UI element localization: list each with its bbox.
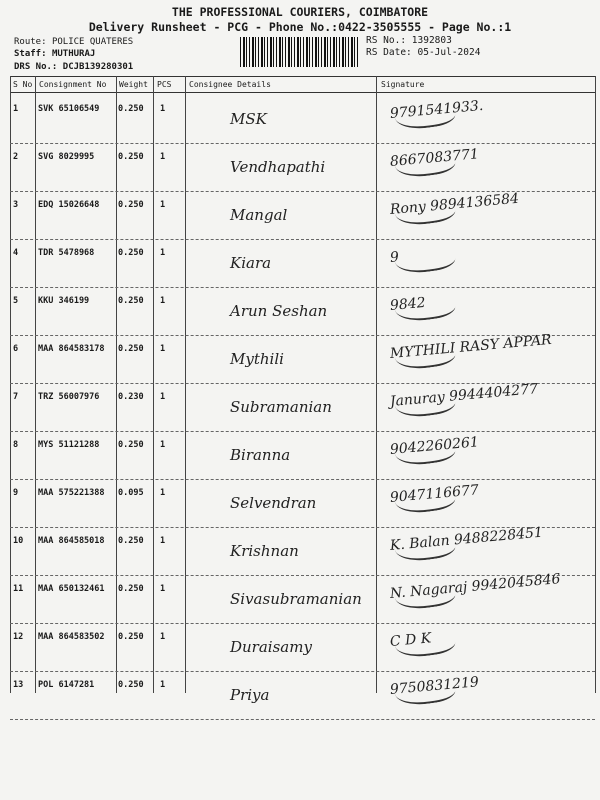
- row-pcs: 1: [160, 536, 166, 546]
- row-weight: 0.250: [118, 680, 144, 690]
- row-consignment-no: MYS 51121288: [38, 440, 100, 450]
- table-header-rule: [10, 92, 595, 93]
- row-sno: 12: [13, 632, 24, 642]
- table-row: [0, 381, 600, 432]
- row-pcs: 1: [160, 488, 166, 498]
- row-separator: [10, 719, 595, 720]
- row-consignment-no: MAA 864583178: [38, 344, 105, 354]
- staff-line: [14, 49, 95, 59]
- rs-no-label: RS No.:: [366, 35, 407, 46]
- row-sno: 7: [13, 392, 19, 402]
- row-sno: 5: [13, 296, 19, 306]
- row-weight: 0.095: [118, 488, 144, 498]
- row-sno: 11: [13, 584, 24, 594]
- row-weight: 0.250: [118, 152, 144, 162]
- staff-value: MUTHURAJ: [51, 49, 96, 59]
- row-signature: 9791541933.: [389, 97, 484, 122]
- row-sno: 1: [13, 104, 19, 114]
- row-consignee-name: Subramanian: [230, 398, 332, 416]
- row-consignee-name: Biranna: [230, 446, 291, 464]
- row-consignee-name: Mangal: [230, 206, 288, 224]
- drs-label: DRS No.:: [14, 62, 58, 72]
- table-row: [0, 672, 600, 720]
- table-row: [0, 524, 600, 576]
- row-pcs: 1: [160, 152, 166, 162]
- row-sno: 2: [13, 152, 19, 162]
- row-consignee-name: MSK: [230, 110, 267, 128]
- table-row: [0, 96, 600, 144]
- barcode-icon: [240, 37, 360, 67]
- rs-date-value: 05-Jul-2024: [417, 47, 481, 58]
- row-sno: 13: [13, 680, 24, 690]
- row-consignee-name: Kiara: [230, 254, 272, 272]
- signature-scribble-icon: [393, 242, 456, 276]
- table-row: [0, 192, 600, 240]
- row-consignment-no: SVG 8029995: [38, 152, 95, 162]
- col-header-weight: Weight: [119, 80, 148, 89]
- col-header-signature: Signature: [381, 80, 425, 89]
- row-consignment-no: TRZ 56007976: [38, 392, 100, 402]
- row-consignment-no: EDQ 15026648: [38, 200, 100, 210]
- row-signature: 8667083771: [389, 146, 480, 170]
- row-signature: C D K: [389, 630, 432, 650]
- table-row: [0, 432, 600, 480]
- col-header-consignee: Consignee Details: [189, 80, 271, 89]
- row-signature: Januray 9944404277: [389, 381, 539, 410]
- row-signature: N. Nagaraj 9942045846: [389, 571, 562, 602]
- col-header-pcs: PCS: [157, 80, 172, 89]
- row-signature: 9047116677: [389, 482, 480, 506]
- rs-date-label: RS Date:: [366, 47, 412, 58]
- drs-line: [14, 62, 133, 72]
- route-value: POLICE QUATERES: [51, 37, 134, 47]
- row-pcs: 1: [160, 104, 166, 114]
- runsheet-title: THE PROFESSIONAL COURIERS, COIMBATORE: [171, 5, 429, 19]
- row-weight: 0.250: [118, 200, 144, 210]
- row-consignee-name: Duraisamy: [230, 638, 312, 656]
- row-sno: 9: [13, 488, 19, 498]
- row-consignment-no: KKU 346199: [38, 296, 90, 306]
- staff-label: Staff:: [14, 49, 47, 59]
- rs-date-line: [366, 47, 480, 58]
- row-pcs: 1: [160, 248, 166, 258]
- row-weight: 0.230: [118, 392, 144, 402]
- table-row: [0, 288, 600, 336]
- row-weight: 0.250: [118, 296, 144, 306]
- row-signature: 9: [389, 249, 400, 266]
- row-pcs: 1: [160, 296, 166, 306]
- table-row: [0, 480, 600, 528]
- row-weight: 0.250: [118, 536, 144, 546]
- col-header-sno: S No: [13, 80, 33, 89]
- row-signature: K. Balan 9488228451: [389, 524, 544, 554]
- row-weight: 0.250: [118, 440, 144, 450]
- col-header-consignment: Consignment No: [39, 80, 107, 89]
- row-sno: 8: [13, 440, 19, 450]
- runsheet-subtitle: Delivery Runsheet - PCG - Phone No.:0422-3505555 - Page No.:1: [88, 20, 512, 34]
- row-consignment-no: SVK 65106549: [38, 104, 100, 114]
- row-consignee-name: Vendhapathi: [230, 158, 326, 176]
- row-consignment-no: MAA 864583502: [38, 632, 105, 642]
- row-sno: 6: [13, 344, 19, 354]
- row-signature: 9750831219: [389, 674, 480, 698]
- row-weight: 0.250: [118, 632, 144, 642]
- row-weight: 0.250: [118, 104, 144, 114]
- row-consignee-name: Arun Seshan: [230, 302, 328, 320]
- row-consignee-name: Mythili: [230, 350, 284, 368]
- drs-value: DCJB139280301: [62, 62, 134, 72]
- row-weight: 0.250: [118, 344, 144, 354]
- row-consignment-no: MAA 575221388: [38, 488, 105, 498]
- rs-no-line: [366, 35, 452, 46]
- row-consignee-name: Krishnan: [230, 542, 299, 560]
- route-line: [14, 37, 133, 47]
- row-consignment-no: MAA 650132461: [38, 584, 105, 594]
- row-signature: 9842: [389, 294, 427, 314]
- row-consignee-name: Priya: [230, 686, 270, 704]
- row-pcs: 1: [160, 680, 166, 690]
- row-signature: Rony 9894136584: [389, 190, 520, 218]
- row-signature: MYTHILI RASY APPAR: [389, 331, 553, 362]
- row-pcs: 1: [160, 200, 166, 210]
- row-weight: 0.250: [118, 584, 144, 594]
- row-pcs: 1: [160, 440, 166, 450]
- route-label: Route:: [14, 37, 47, 47]
- row-consignment-no: MAA 864585018: [38, 536, 105, 546]
- rs-no-value: 1392803: [411, 35, 452, 46]
- row-sno: 10: [13, 536, 24, 546]
- table-row: [0, 240, 600, 288]
- row-pcs: 1: [160, 344, 166, 354]
- row-pcs: 1: [160, 392, 166, 402]
- row-consignment-no: POL 6147281: [38, 680, 95, 690]
- row-weight: 0.250: [118, 248, 144, 258]
- row-sno: 4: [13, 248, 19, 258]
- table-top-rule: [10, 76, 595, 77]
- row-consignee-name: Sivasubramanian: [230, 590, 362, 608]
- table-row: [0, 331, 600, 384]
- table-row: [0, 144, 600, 192]
- row-consignee-name: Selvendran: [230, 494, 317, 512]
- row-pcs: 1: [160, 584, 166, 594]
- row-pcs: 1: [160, 632, 166, 642]
- table-row: [0, 571, 600, 624]
- row-consignment-no: TDR 5478968: [38, 248, 95, 258]
- row-signature: 9042260261: [389, 434, 480, 458]
- table-row: [0, 624, 600, 672]
- row-sno: 3: [13, 200, 19, 210]
